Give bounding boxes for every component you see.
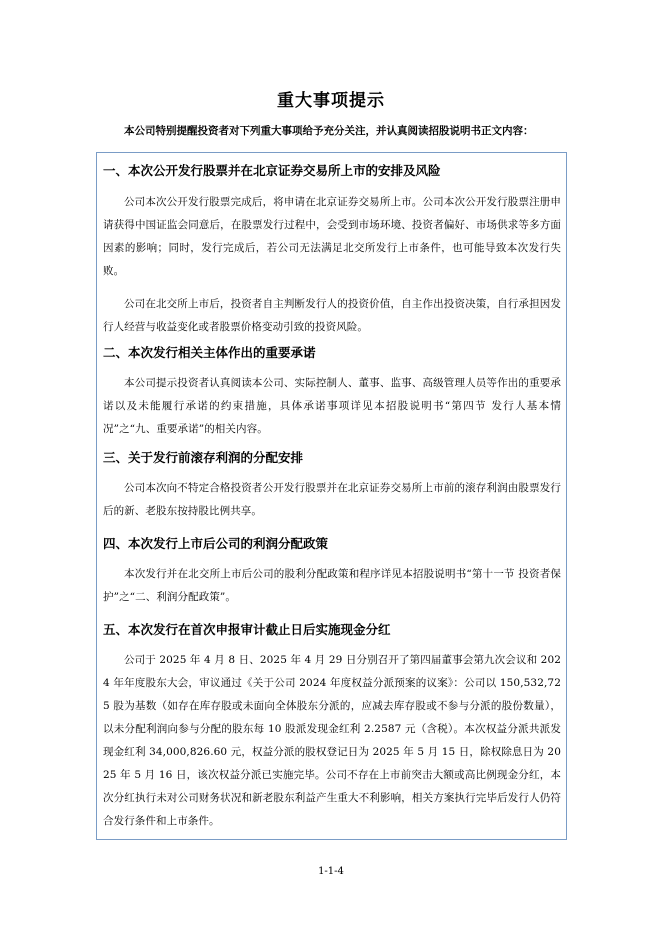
- page-title: 重大事项提示: [277, 91, 385, 111]
- section-3: [103, 447, 561, 523]
- section-heading: 四、本次发行上市后公司的利润分配政策: [103, 536, 329, 551]
- section-paragraph: 本公司提示投资者认真阅读本公司、实际控制人、董事、监事、高级管理人员等作出的重要承诺以及未能履行承诺的约束措施，具体承诺事项详见本招股说明书“第四节 发行人基本情况”之“九、重要承诺”的相关内容。: [103, 377, 561, 435]
- section-1: [103, 160, 561, 339]
- section-heading: 二、本次发行相关主体作出的重要承诺: [103, 345, 316, 360]
- section-paragraph: 公司本次公开发行股票完成后，将申请在北京证券交易所上市。公司本次公开发行股票注册申请获得中国证监会同意后，在股票发行过程中，会受到市场环境、投资者偏好、市场供求等多方面因素的影响；同时，发行完成后，若公司无法满足北交所发行上市条件，也可能导致本次发行失败。: [103, 196, 561, 277]
- intro-statement: 本公司特别提醒投资者对下列重大事项给予充分关注，并认真阅读招股说明书正文内容：: [124, 125, 534, 137]
- section-paragraph: 本次发行并在北交所上市后公司的股利分配政策和程序详见本招股说明书“第十一节 投资者保护”之“二、利润分配政策”。: [103, 568, 561, 603]
- section-paragraph: 公司于 2025 年 4 月 8 日、2025 年 4 月 29 日分别召开了第四届董事会第九次会议和 2024 年年度股东大会，审议通过《关于公司 2024 年度权益分派预案的议案》：公司以 150,532,725 股为基数（如存在库存股或未面向全体股东分派的，应减去库存股或不参与分派的股份数量），以未分配利润向参与分配的股东每 10 股派发现金红利 2.2587 元（含税）。本次权益分派共派发现金红利 34,000,826.60 元，权益分派的股权登记日为 2025 年 5 月 15 日，除权除息日为 2025 年 5 月 16 日，该次权益分派已实施完毕。公司不存在上市前突击大额或高比例现金分红，本次分红执行未对公司财务状况和新老股东利益产生重大不利影响，相关方案执行完毕后发行人仍符合发行条件和上市条件。: [103, 654, 561, 827]
- section-paragraph: 公司本次向不特定合格投资者公开发行股票并在北京证券交易所上市前的滚存利润由股票发行后的新、老股东按持股比例共享。: [103, 482, 561, 517]
- section-2: [103, 342, 561, 441]
- section-heading: 一、本次公开发行股票并在北京证券交易所上市的安排及风险: [103, 163, 441, 178]
- section-4: [103, 533, 561, 609]
- section-heading: 五、本次发行在首次申报审计截止日后实施现金分红: [103, 622, 391, 637]
- section-5: [103, 619, 561, 833]
- page-number: 1-1-4: [318, 866, 344, 877]
- section-heading: 三、关于发行前滚存利润的分配安排: [103, 450, 304, 465]
- section-paragraph: 公司在北交所上市后，投资者自主判断发行人的投资价值，自主作出投资决策，自行承担因发行人经营与收益变化或者股票价格变动引致的投资风险。: [103, 298, 561, 333]
